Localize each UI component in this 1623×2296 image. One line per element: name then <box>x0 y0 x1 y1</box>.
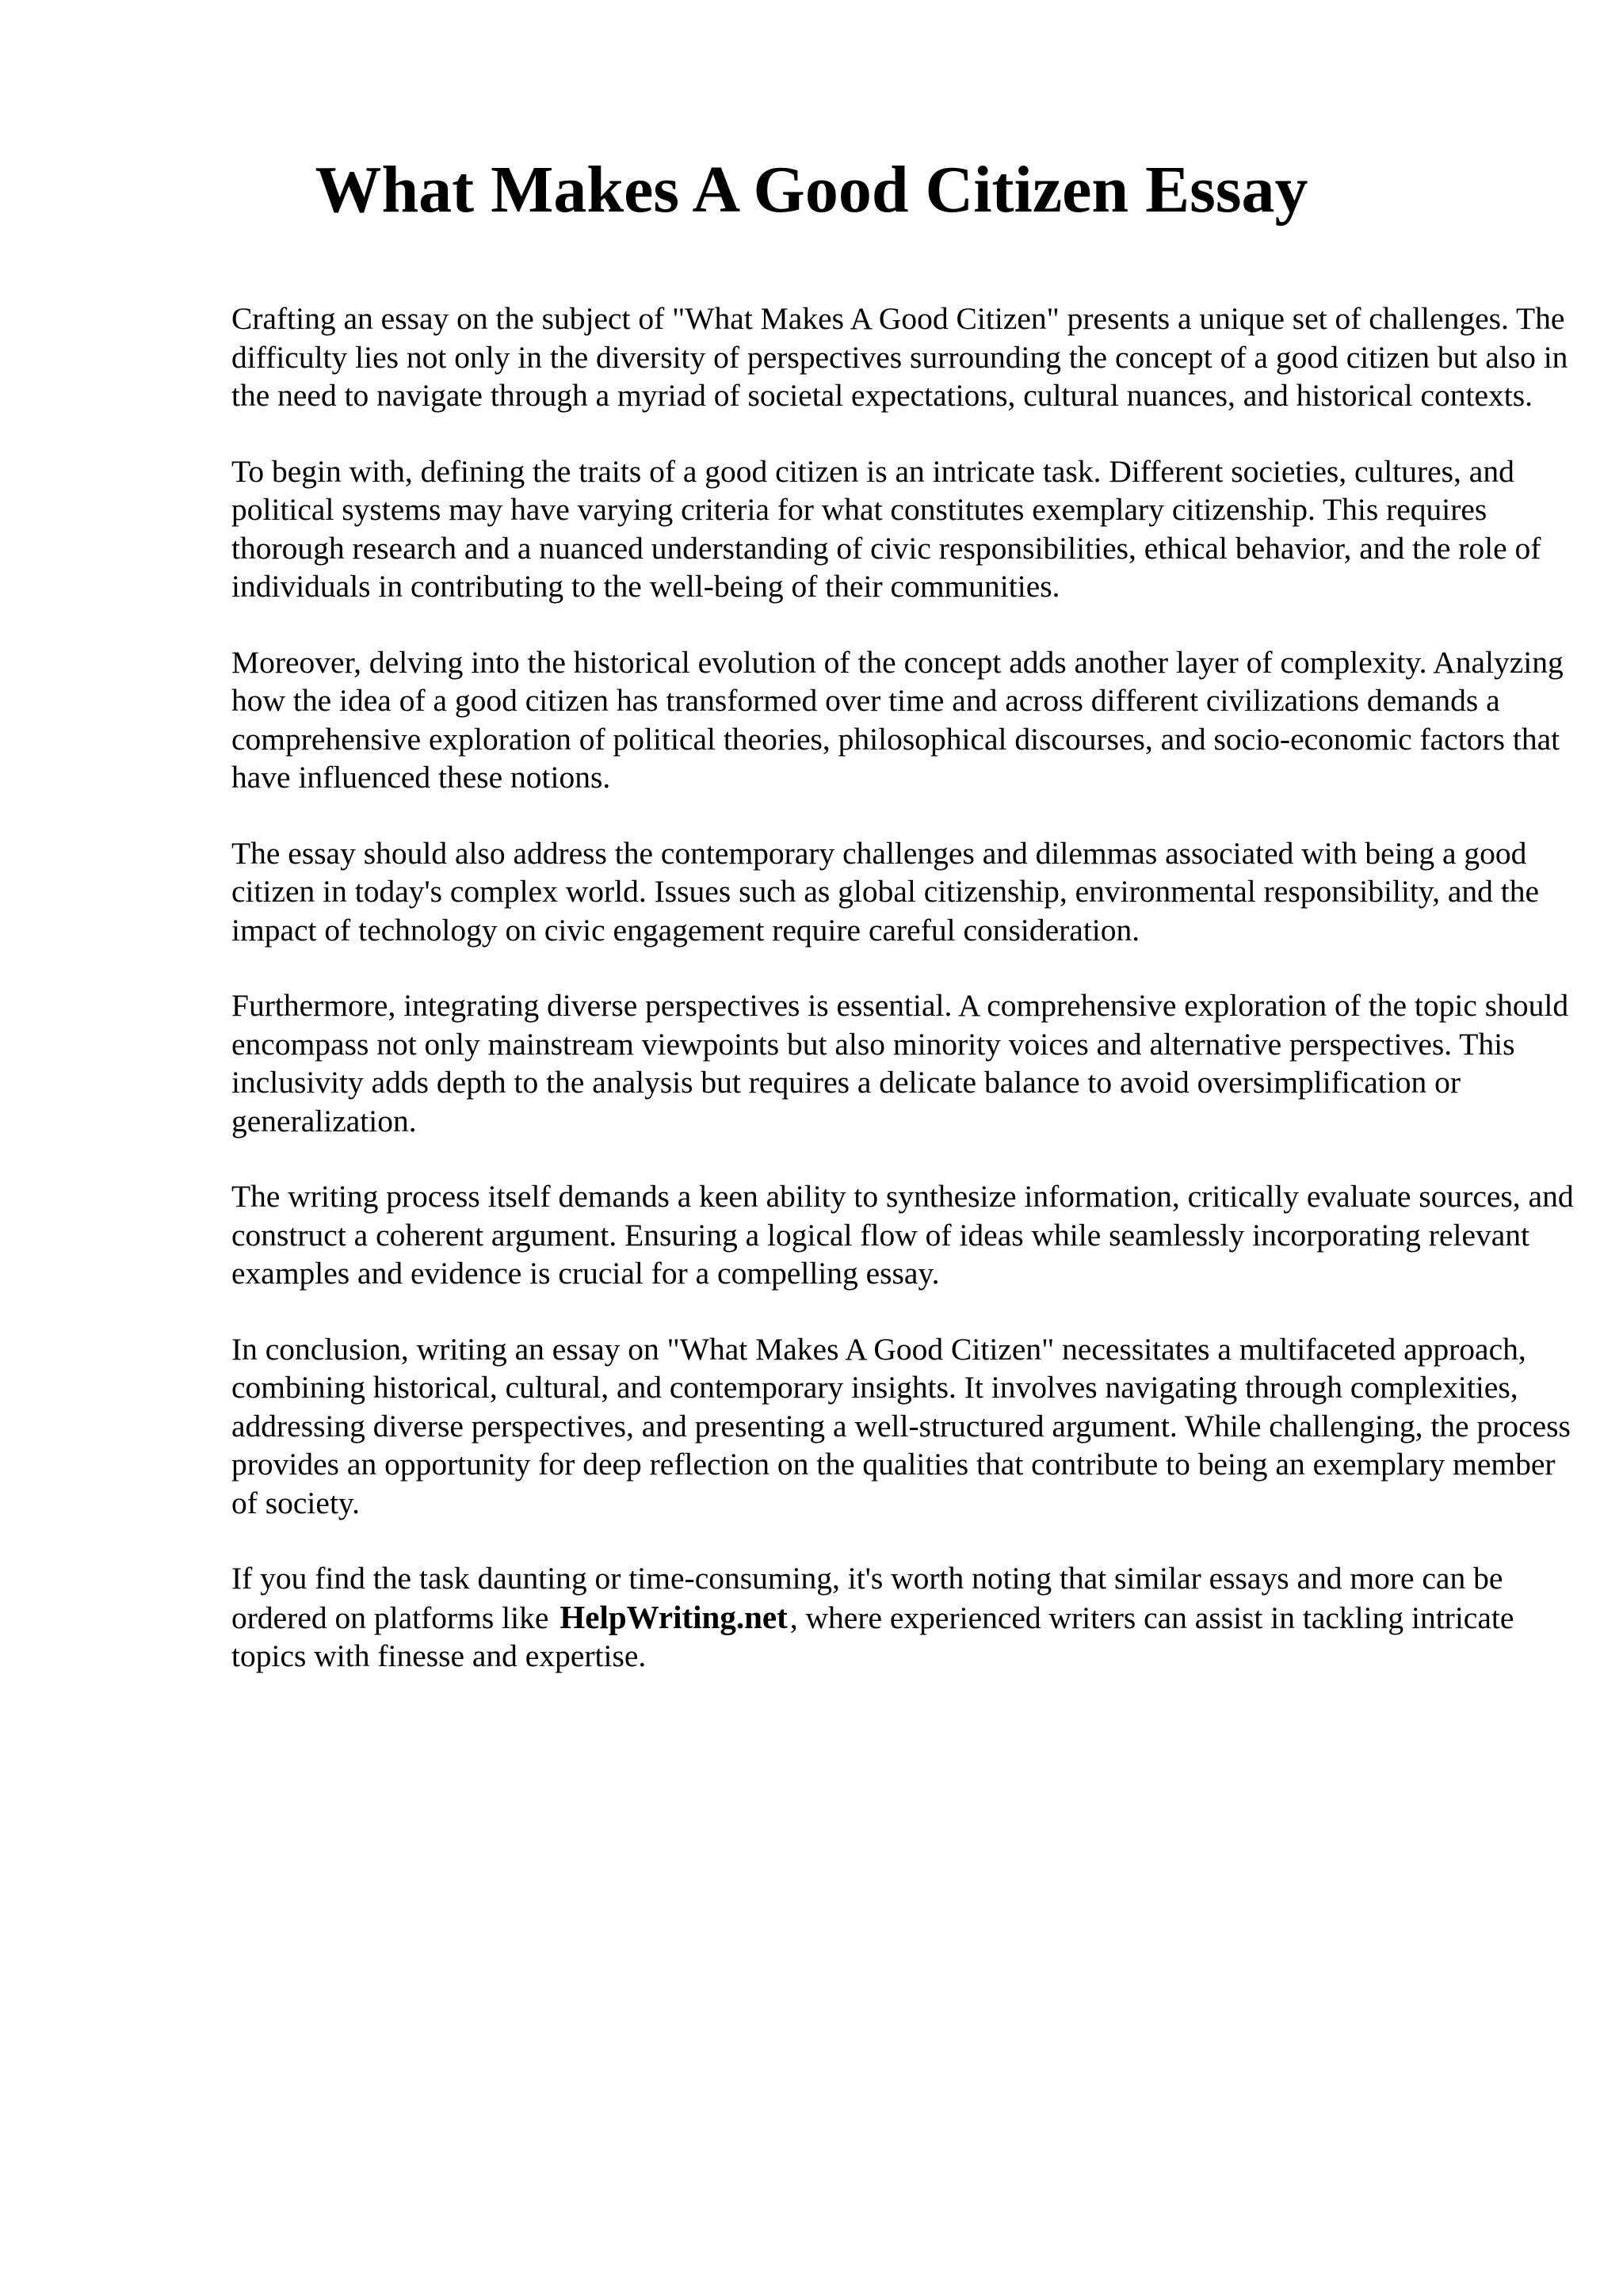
paragraph-intro: Crafting an essay on the subject of "What Makes A Good Citizen" presents a unique set of challenges. The difficulty lies not only in the diversity of perspectives surrounding the concept of a good citizen but also in the need to navigate through a myriad of societal expectations, cultural nuances, and historical contexts. <box>231 301 1568 413</box>
paragraph-diverse-perspectives: Furthermore, integrating diverse perspectives is essential. A comprehensive exploration of the topic should encompass not only mainstream viewpoints but also minority voices and alternative perspectives. This inclusivity adds depth to the analysis but requires a delicate balance to avoid oversimplification or generalization. <box>231 988 1569 1138</box>
paragraph-writing-process: The writing process itself demands a keen ability to synthesize information, critically evaluate sources, and construct a coherent argument. Ensuring a logical flow of ideas while seamlessly incorporating relevant examples and evidence is crucial for a compelling essay. <box>231 1179 1574 1291</box>
promotion-text-after: , where experienced writers can assist in tackling intricate topics with finesse and expertise. <box>231 1600 1514 1673</box>
essay-body <box>231 299 1579 1713</box>
paragraph-defining-traits: To begin with, defining the traits of a good citizen is an intricate task. Different societies, cultures, and political systems may have varying criteria for what constitutes exemplary citizenship. This requires thorough research and a nuanced understanding of civic responsibilities, ethical behavior, and the role of individuals in contributing to the well-being of their communities. <box>231 453 1541 604</box>
paragraph-historical-evolution: Moreover, delving into the historical evolution of the concept adds another layer of complexity. Analyzing how the idea of a good citizen has transformed over time and across different civilizations demands a comprehensive exploration of political theories, philosophical discourses, and socio-economic factors that have influenced these notions. <box>231 644 1564 795</box>
helpwriting-site-name: HelpWriting.net <box>559 1598 788 1635</box>
promotion-text-before: If you find the task daunting or time-consuming, it's worth noting that similar essays and more can be ordered on platforms like <box>231 1561 1503 1635</box>
paragraph-promotion <box>231 1559 1579 1676</box>
document-title: What Makes A Good Citizen Essay <box>315 153 1308 227</box>
paragraph-conclusion: In conclusion, writing an essay on "What Makes A Good Citizen" necessitates a multifaceted approach, combining historical, cultural, and contemporary insights. It involves navigating through complexities, addressing diverse perspectives, and presenting a well-structured argument. While challenging, the process provides an opportunity for deep reflection on the qualities that contribute to being an exemplary member of society. <box>231 1331 1571 1520</box>
paragraph-contemporary-challenges: The essay should also address the contemporary challenges and dilemmas associated with being a good citizen in today's complex world. Issues such as global citizenship, environmental responsibility, and the impact of technology on civic engagement require careful consideration. <box>231 835 1540 948</box>
